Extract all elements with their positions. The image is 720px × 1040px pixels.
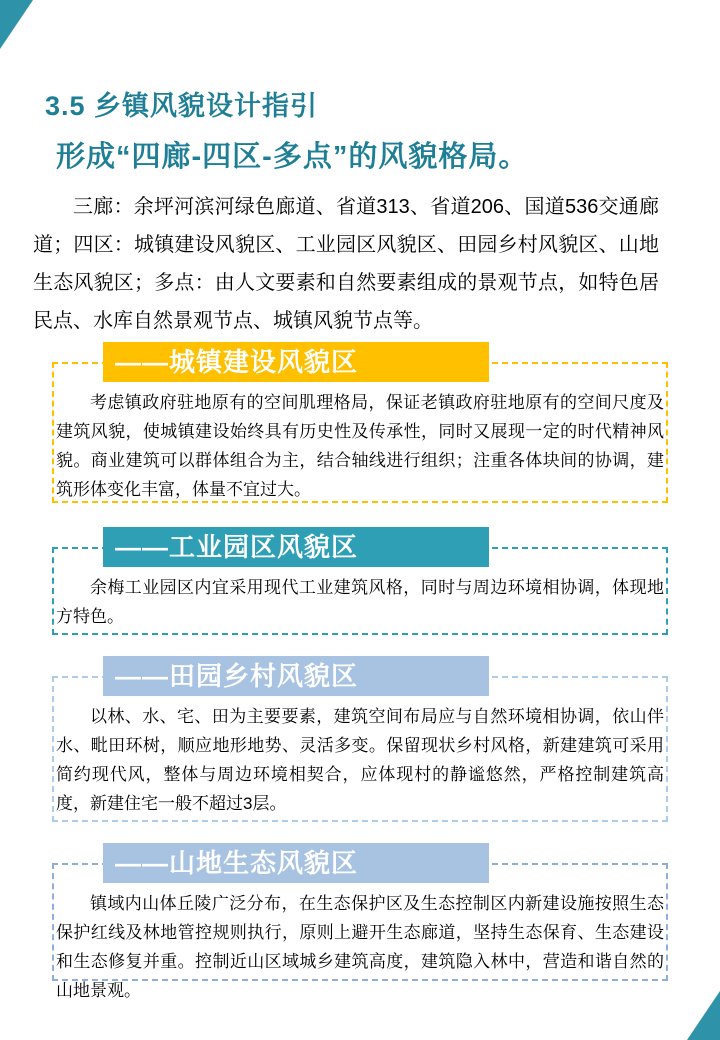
corner-triangle-bottom-right-icon	[687, 991, 720, 1040]
intro-paragraph: 三廊：余坪河滨河绿色廊道、省道313、省道206、国道536交通廊道；四区：城镇建设风貌区、工业园区风貌区、田园乡村风貌区、山地生态风貌区；多点：由人文要素和自然要素组成的景观节点，如特色居民点、水库自然景观节点、城镇风貌节点等。	[33, 196, 659, 332]
zone-header	[103, 656, 489, 696]
zone-rural-countryside	[52, 656, 668, 813]
zone-body-text: 考虑镇政府驻地原有的空间肌理格局，保证老镇政府驻地原有的空间尺度及建筑风貌，使城镇建设始终具有历史性及传承性，同时又展现一定的时代精神风貌。商业建筑可以群体组合为主，结合轴线进行组织；注重各体块间的协调，建筑形体变化丰富，体量不宜过大。	[56, 393, 664, 499]
zone-header-label: ——山地生态风貌区	[115, 848, 359, 878]
zone-urban-construction	[52, 342, 668, 499]
zone-header	[103, 843, 489, 883]
zone-header	[103, 342, 489, 382]
zone-body-text: 余梅工业园区内宜采用现代工业建筑风格，同时与周边环境相协调，体现地方特色。	[56, 578, 664, 626]
zone-header-label: ——城镇建设风貌区	[115, 347, 359, 377]
zone-body-text: 镇域内山体丘陵广泛分布，在生态保护区及生态控制区内新建设施按照生态保护红线及林地管控规则执行，原则上避开生态廊道，坚持生态保育、生态建设和生态修复并重。控制近山区域城乡建筑高度，建筑隐入林中，营造和谐自然的山地景观。	[56, 894, 664, 1000]
zone-header-label: ——工业园区风貌区	[115, 532, 359, 562]
zone-header-label: ——田园乡村风貌区	[115, 661, 359, 691]
zone-body-text: 以林、水、宅、田为主要要素，建筑空间布局应与自然环境相协调，依山伴水、毗田环树，顺应地形地势、灵活多变。保留现状乡村风格，新建建筑可采用简约现代风，整体与周边环境相契合，应体现村的静谧悠然，严格控制建筑高度，新建住宅一般不超过3层。	[56, 707, 664, 813]
zone-mountain-ecology	[52, 843, 668, 1000]
page-subtitle: 形成“四廊-四区-多点”的风貌格局。	[56, 141, 529, 173]
zone-header	[103, 527, 489, 567]
zone-body-box	[52, 676, 668, 822]
zone-industrial-park	[52, 527, 668, 626]
page-title: 3.5 乡镇风貌设计指引	[45, 91, 319, 121]
corner-triangle-top-left-icon	[0, 0, 33, 49]
zone-body-box	[52, 362, 668, 503]
